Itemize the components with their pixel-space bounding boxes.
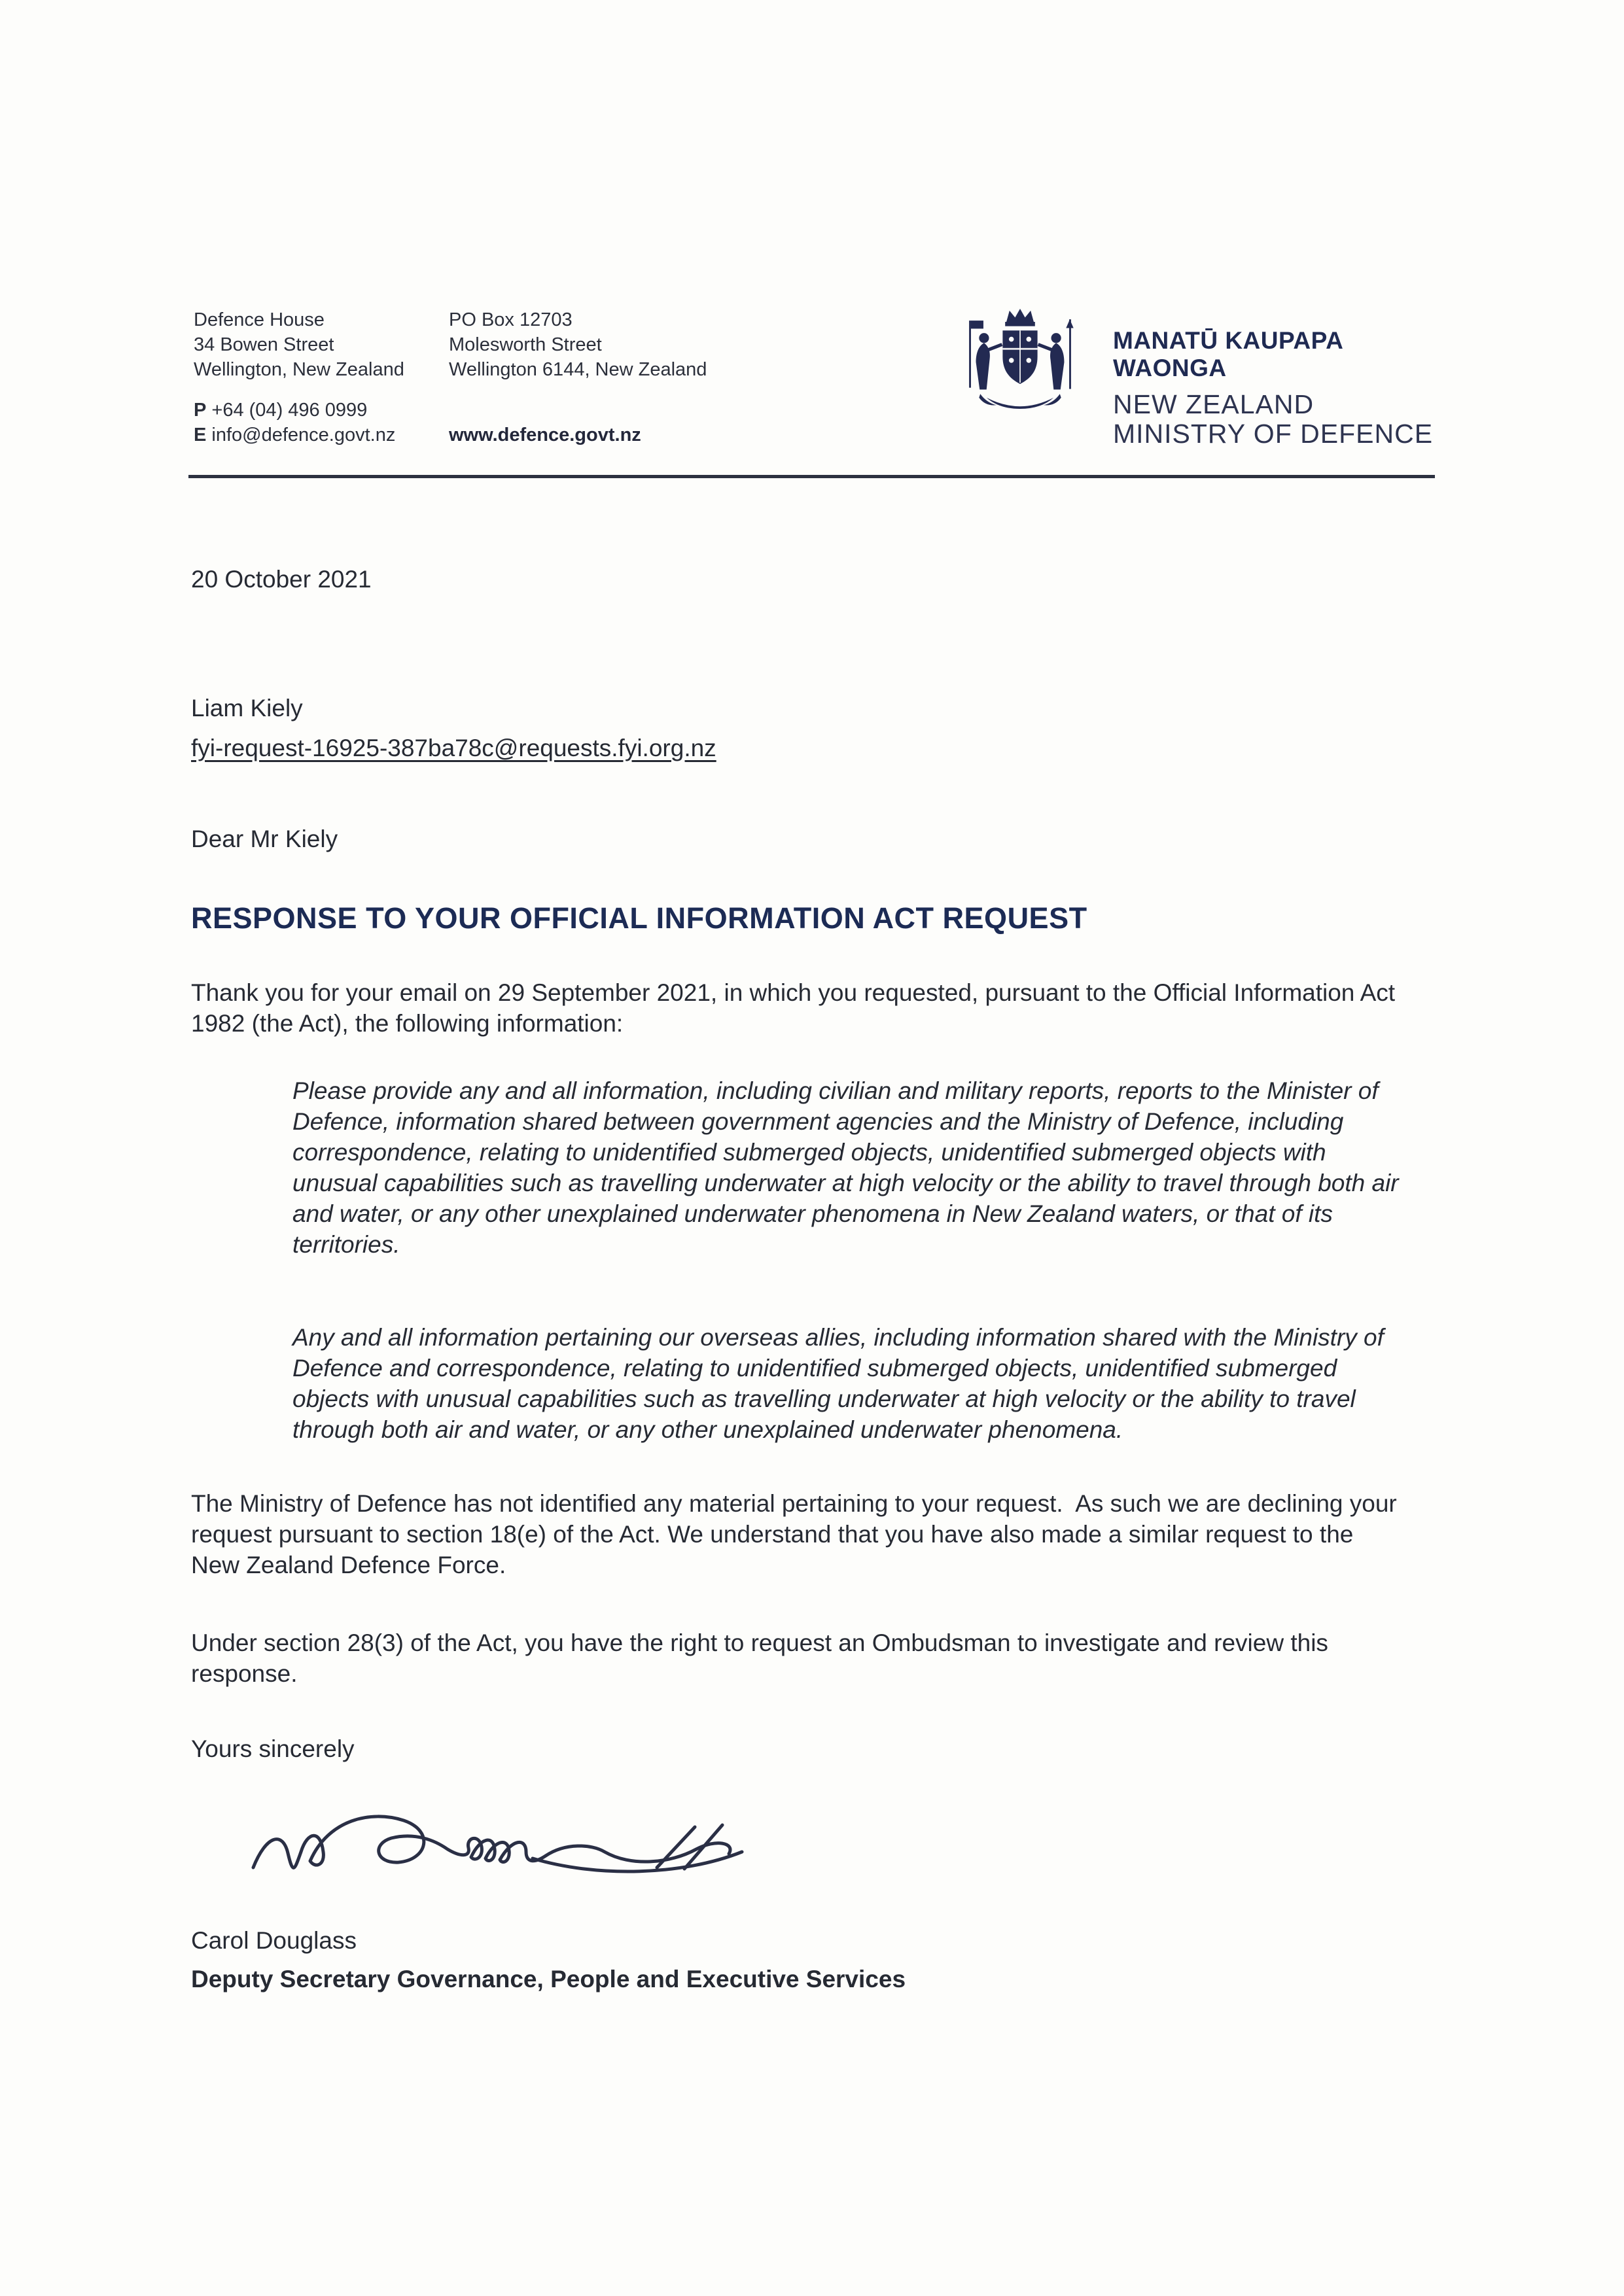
brand-maori-line1: MANATŪ KAUPAPA bbox=[1113, 327, 1344, 354]
recipient-name: Liam Kiely bbox=[191, 695, 303, 722]
address-line: Defence House bbox=[194, 309, 325, 330]
phone-line bbox=[194, 398, 404, 423]
recipient-email-link[interactable]: fyi-request-16925-387ba78c@requests.fyi.org.nz bbox=[191, 735, 716, 761]
letterhead-postal-address bbox=[449, 307, 707, 447]
paragraph-intro: Thank you for your email on 29 September 2021, in which you requested, pursuant to the Official Information Act 1982 (the Act), the following information: bbox=[191, 979, 1402, 1037]
phone-number: +64 (04) 496 0999 bbox=[206, 400, 368, 421]
salutation: Dear Mr Kiely bbox=[191, 826, 338, 852]
email-address: info@defence.govt.nz bbox=[206, 425, 396, 445]
letterhead-divider bbox=[188, 475, 1435, 478]
coat-of-arms-icon bbox=[945, 302, 1095, 441]
address-line: Wellington, New Zealand bbox=[194, 359, 404, 380]
ministry-brand-text bbox=[1113, 302, 1433, 449]
address-line: Molesworth Street bbox=[449, 334, 602, 355]
letterhead-street-address bbox=[194, 307, 404, 447]
website-url: www.defence.govt.nz bbox=[449, 425, 641, 445]
address-line: 34 Bowen Street bbox=[194, 334, 334, 355]
brand-english-line2: MINISTRY OF DEFENCE bbox=[1113, 419, 1434, 449]
signature-icon bbox=[237, 1790, 878, 1902]
ministry-brand-block bbox=[945, 302, 1433, 449]
phone-prefix: P bbox=[194, 400, 207, 421]
handwritten-signature bbox=[237, 1790, 1400, 1902]
subject-heading: RESPONSE TO YOUR OFFICIAL INFORMATION ACT REQUEST bbox=[191, 901, 1087, 935]
brand-maori-line2: WAONGA bbox=[1113, 355, 1227, 381]
address-line: PO Box 12703 bbox=[449, 309, 573, 330]
quoted-request-1: Please provide any and all information, including civilian and military reports, reports to the Minister of Defence, information shared between government agencies and the Ministry of Defence, including correspondence, relating to unidentified submerged objects, unidentified submerged objects with unusual capabilities such as travelling underwater at high velocity or the ability to travel through both air and water, or any other unexplained underwater phenomena in New Zealand waters, or that of its territories. bbox=[292, 1077, 1405, 1258]
address-line: Wellington 6144, New Zealand bbox=[449, 359, 707, 380]
quoted-request-2: Any and all information pertaining our overseas allies, including information shared with the Ministry of Defence and correspondence, relating to unidentified submerged objects, unidentified submerged objects with unusual capabilities such as travelling underwater at high velocity or the ability to travel through both air and water, or any other unexplained underwater phenomena. bbox=[292, 1324, 1391, 1443]
letterhead-contact bbox=[194, 398, 404, 447]
email-line bbox=[194, 423, 404, 447]
email-prefix: E bbox=[194, 425, 207, 445]
brand-english-line1: NEW ZEALAND bbox=[1113, 389, 1315, 419]
signer-title: Deputy Secretary Governance, People and Executive Services bbox=[191, 1966, 906, 1992]
paragraph-decision: The Ministry of Defence has not identified any material pertaining to your request. As such we are declining your request pursuant to section 18(e) of the Act. We understand that you have also made a similar request to the New Zealand Defence Force. bbox=[191, 1490, 1404, 1578]
closing: Yours sincerely bbox=[191, 1735, 355, 1762]
letter-body bbox=[191, 564, 1405, 1994]
paragraph-ombudsman: Under section 28(3) of the Act, you have the right to request an Ombudsman to investigate and review this response. bbox=[191, 1629, 1335, 1687]
letter-date: 20 October 2021 bbox=[191, 566, 372, 593]
signer-name: Carol Douglass bbox=[191, 1927, 357, 1954]
